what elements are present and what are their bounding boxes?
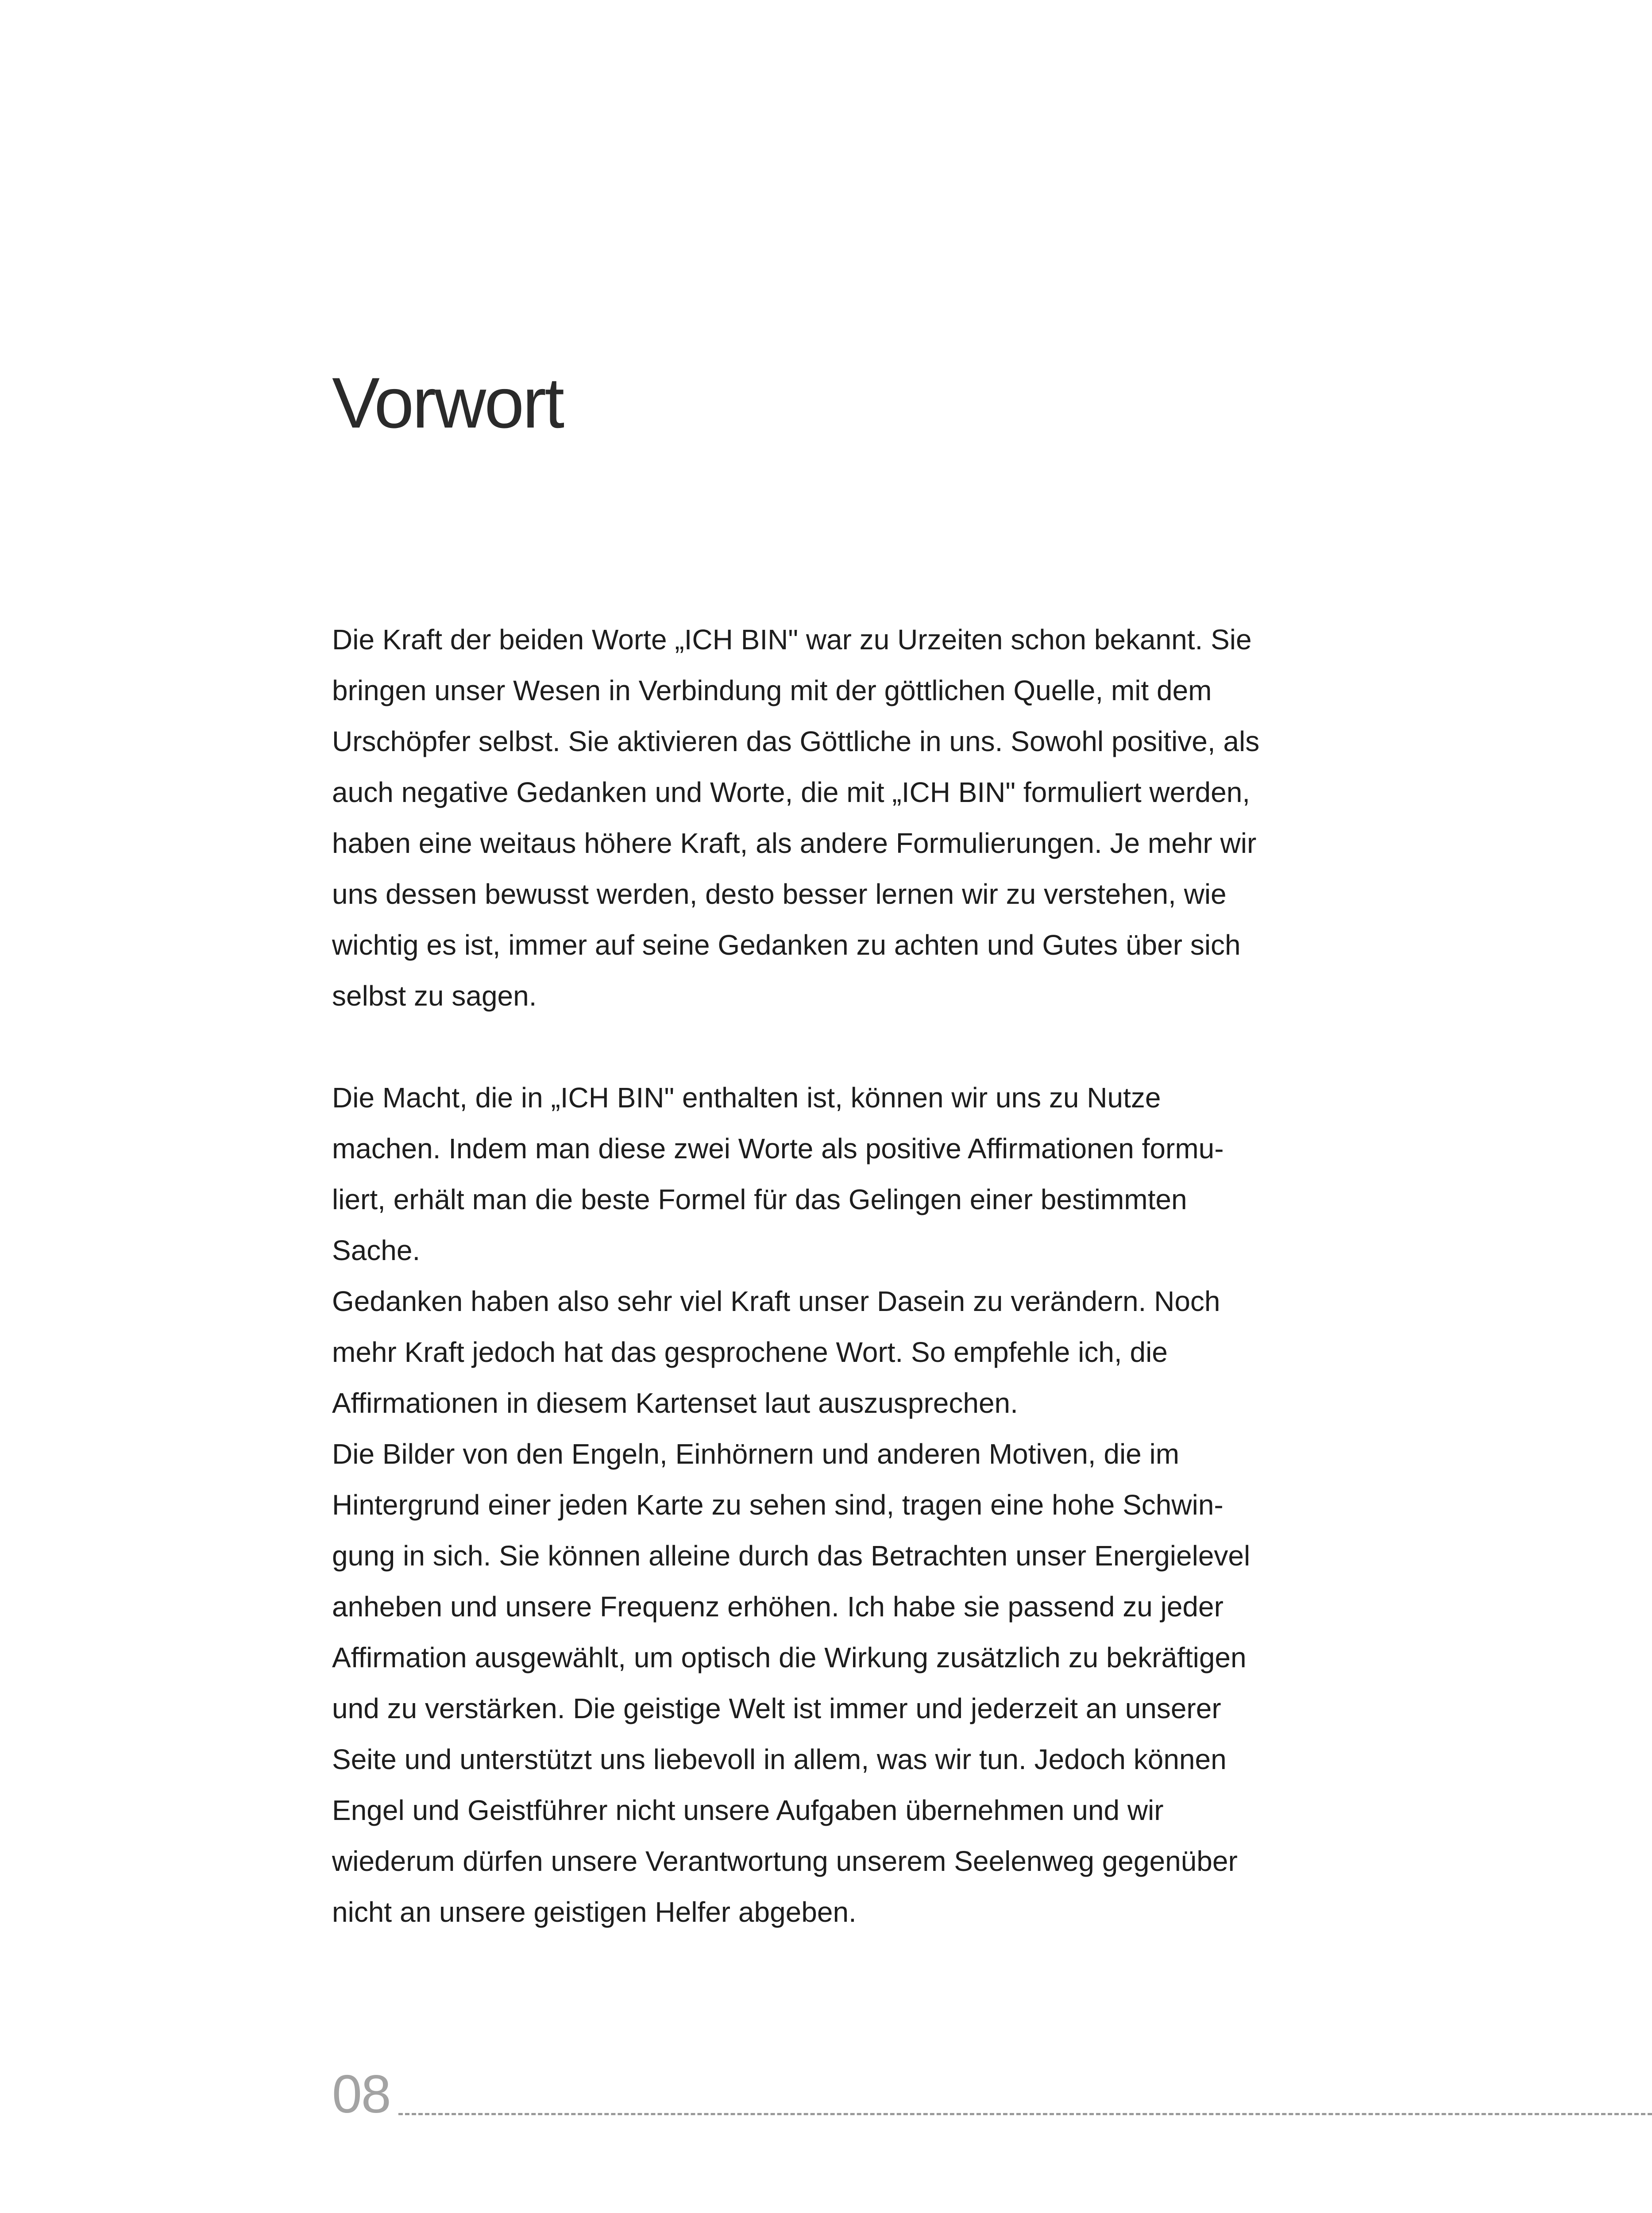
text-line: Affirmationen in diesem Kartenset laut auszusprechen. [332, 1387, 1018, 1419]
text-line: und zu verstärken. Die geistige Welt ist immer und jederzeit an unserer [332, 1693, 1221, 1724]
text-line: liert, erhält man die beste Formel für das Gelingen einer bestimmten [332, 1184, 1187, 1215]
text-line: Die Macht, die in „ICH BIN" enthalten ist, können wir uns zu Nutze [332, 1082, 1161, 1114]
text-line: wiederum dürfen unsere Verantwortung unserem Seelenweg gegenüber [332, 1845, 1238, 1877]
text-line: bringen unser Wesen in Verbindung mit der göttlichen Quelle, mit dem [332, 675, 1212, 706]
text-line: Seite und unterstützt uns liebevoll in allem, was wir tun. Jedoch können [332, 1743, 1227, 1775]
body-text [332, 614, 1319, 1938]
text-line: Affirmation ausgewählt, um optisch die Wirkung zusätzlich zu bekräftigen [332, 1642, 1247, 1673]
text-line: Hintergrund einer jeden Karte zu sehen sind, tragen eine hohe Schwin- [332, 1489, 1224, 1521]
paragraph-1 [332, 614, 1319, 1022]
text-line: mehr Kraft jedoch hat das gesprochene Wort. So empfehle ich, die [332, 1336, 1168, 1368]
dashed-divider [398, 2113, 1652, 2115]
text-line: machen. Indem man diese zwei Worte als positive Affirmationen formu- [332, 1133, 1224, 1164]
text-line: Gedanken haben also sehr viel Kraft unser Dasein zu verändern. Noch [332, 1285, 1220, 1317]
paragraph-4 [332, 1429, 1319, 1938]
text-line: nicht an unsere geistigen Helfer abgeben. [332, 1896, 857, 1928]
text-line: Urschöpfer selbst. Sie aktivieren das Göttliche in uns. Sowohl positive, als [332, 725, 1260, 757]
page-footer [332, 2064, 1652, 2129]
text-line: Sache. [332, 1234, 421, 1266]
page-title: Vorwort [332, 363, 563, 443]
paragraph-3 [332, 1276, 1319, 1429]
text-line: gung in sich. Sie können alleine durch das Betrachten unser Energielevel [332, 1540, 1251, 1572]
text-line: uns dessen bewusst werden, desto besser lernen wir zu verstehen, wie [332, 878, 1227, 910]
text-line: wichtig es ist, immer auf seine Gedanken zu achten und Gutes über sich [332, 929, 1241, 961]
paragraph-2 [332, 1072, 1319, 1276]
text-line: anheben und unsere Frequenz erhöhen. Ich habe sie passend zu jeder [332, 1591, 1224, 1623]
text-line: Die Bilder von den Engeln, Einhörnern und anderen Motiven, die im [332, 1438, 1180, 1470]
text-line: auch negative Gedanken und Worte, die mit „ICH BIN" formuliert werden, [332, 776, 1251, 808]
text-line: Engel und Geistführer nicht unsere Aufgaben übernehmen und wir [332, 1794, 1164, 1826]
page-number: 08 [332, 2064, 390, 2124]
text-line: haben eine weitaus höhere Kraft, als andere Formulierungen. Je mehr wir [332, 827, 1257, 859]
text-line: Die Kraft der beiden Worte „ICH BIN" war zu Urzeiten schon bekannt. Sie [332, 624, 1252, 655]
text-line: selbst zu sagen. [332, 980, 537, 1012]
